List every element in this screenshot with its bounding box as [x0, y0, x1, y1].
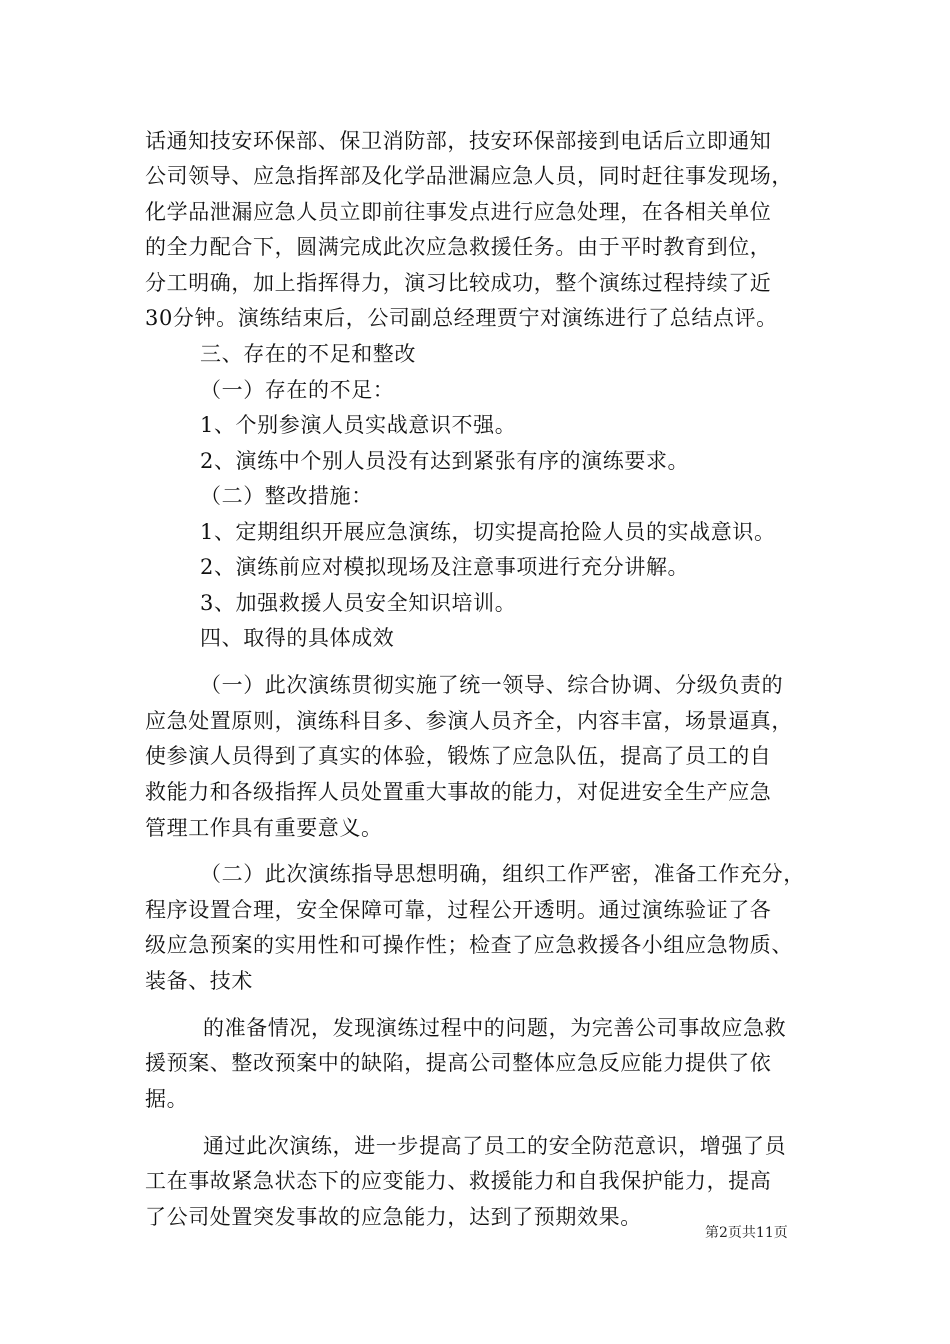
paragraph-line: 应急处置原则，演练科目多、参演人员齐全，内容丰富，场景逼真，: [145, 709, 793, 733]
list-item: 1、定期组织开展应急演练，切实提高抢险人员的实战意识。: [200, 520, 776, 544]
paragraph-line: 公司领导、应急指挥部及化学品泄漏应急人员，同时赶往事发现场，: [145, 164, 793, 188]
paragraph-line: 工在事故紧急状态下的应变能力、救援能力和自我保护能力，提高: [145, 1169, 772, 1193]
paragraph-line: 级应急预案的实用性和可操作性；检查了应急救援各小组应急物质、: [145, 933, 793, 957]
page-number: 第2页共11页: [705, 1225, 788, 1241]
paragraph-line: 程序设置合理，安全保障可靠，过程公开透明。通过演练验证了各: [145, 898, 772, 922]
paragraph-line: 管理工作具有重要意义。: [145, 816, 383, 840]
section-heading: 四、取得的具体成效: [200, 626, 395, 650]
paragraph-line: 使参演人员得到了真实的体验，锻炼了应急队伍，提高了员工的自: [145, 744, 772, 768]
paragraph-line: 化学品泄漏应急人员立即前往事发点进行应急处理，在各相关单位: [145, 200, 772, 224]
paragraph-line: 装备、技术: [145, 969, 253, 993]
paragraph-line: 分工明确，加上指挥得力，演习比较成功，整个演练过程持续了近: [145, 271, 772, 295]
paragraph-line: 的全力配合下，圆满完成此次应急救援任务。由于平时教育到位，: [145, 235, 772, 259]
subsection-heading: （二）整改措施：: [200, 484, 373, 508]
paragraph-line: 了公司处置突发事故的应急能力，达到了预期效果。: [145, 1205, 642, 1229]
paragraph-line: 的准备情况，发现演练过程中的问题，为完善公司事故应急救: [203, 1016, 787, 1040]
paragraph-line: 话通知技安环保部、保卫消防部，技安环保部接到电话后立即通知: [145, 129, 772, 153]
paragraph-line: 援预案、整改预案中的缺陷，提高公司整体应急反应能力提供了依: [145, 1051, 772, 1075]
paragraph-line: （一）此次演练贯彻实施了统一领导、综合协调、分级负责的: [200, 673, 784, 697]
list-item: 1、个别参演人员实战意识不强。: [200, 413, 517, 437]
paragraph-line: 据。: [145, 1087, 189, 1111]
section-heading: 三、存在的不足和整改: [200, 342, 416, 366]
list-item: 3、加强救援人员安全知识培训。: [200, 591, 517, 615]
list-item: 2、演练中个别人员没有达到紧张有序的演练要求。: [200, 449, 690, 473]
paragraph-line: 通过此次演练，进一步提高了员工的安全防范意识，增强了员: [203, 1134, 787, 1158]
paragraph-line: 30分钟。演练结束后，公司副总经理贾宁对演练进行了总结点评。: [145, 306, 778, 330]
subsection-heading: （一）存在的不足：: [200, 378, 395, 402]
paragraph-line: （二）此次演练指导思想明确，组织工作严密，准备工作充分，: [200, 862, 805, 886]
paragraph-line: 救能力和各级指挥人员处置重大事故的能力，对促进安全生产应急: [145, 780, 772, 804]
list-item: 2、演练前应对模拟现场及注意事项进行充分讲解。: [200, 555, 690, 579]
